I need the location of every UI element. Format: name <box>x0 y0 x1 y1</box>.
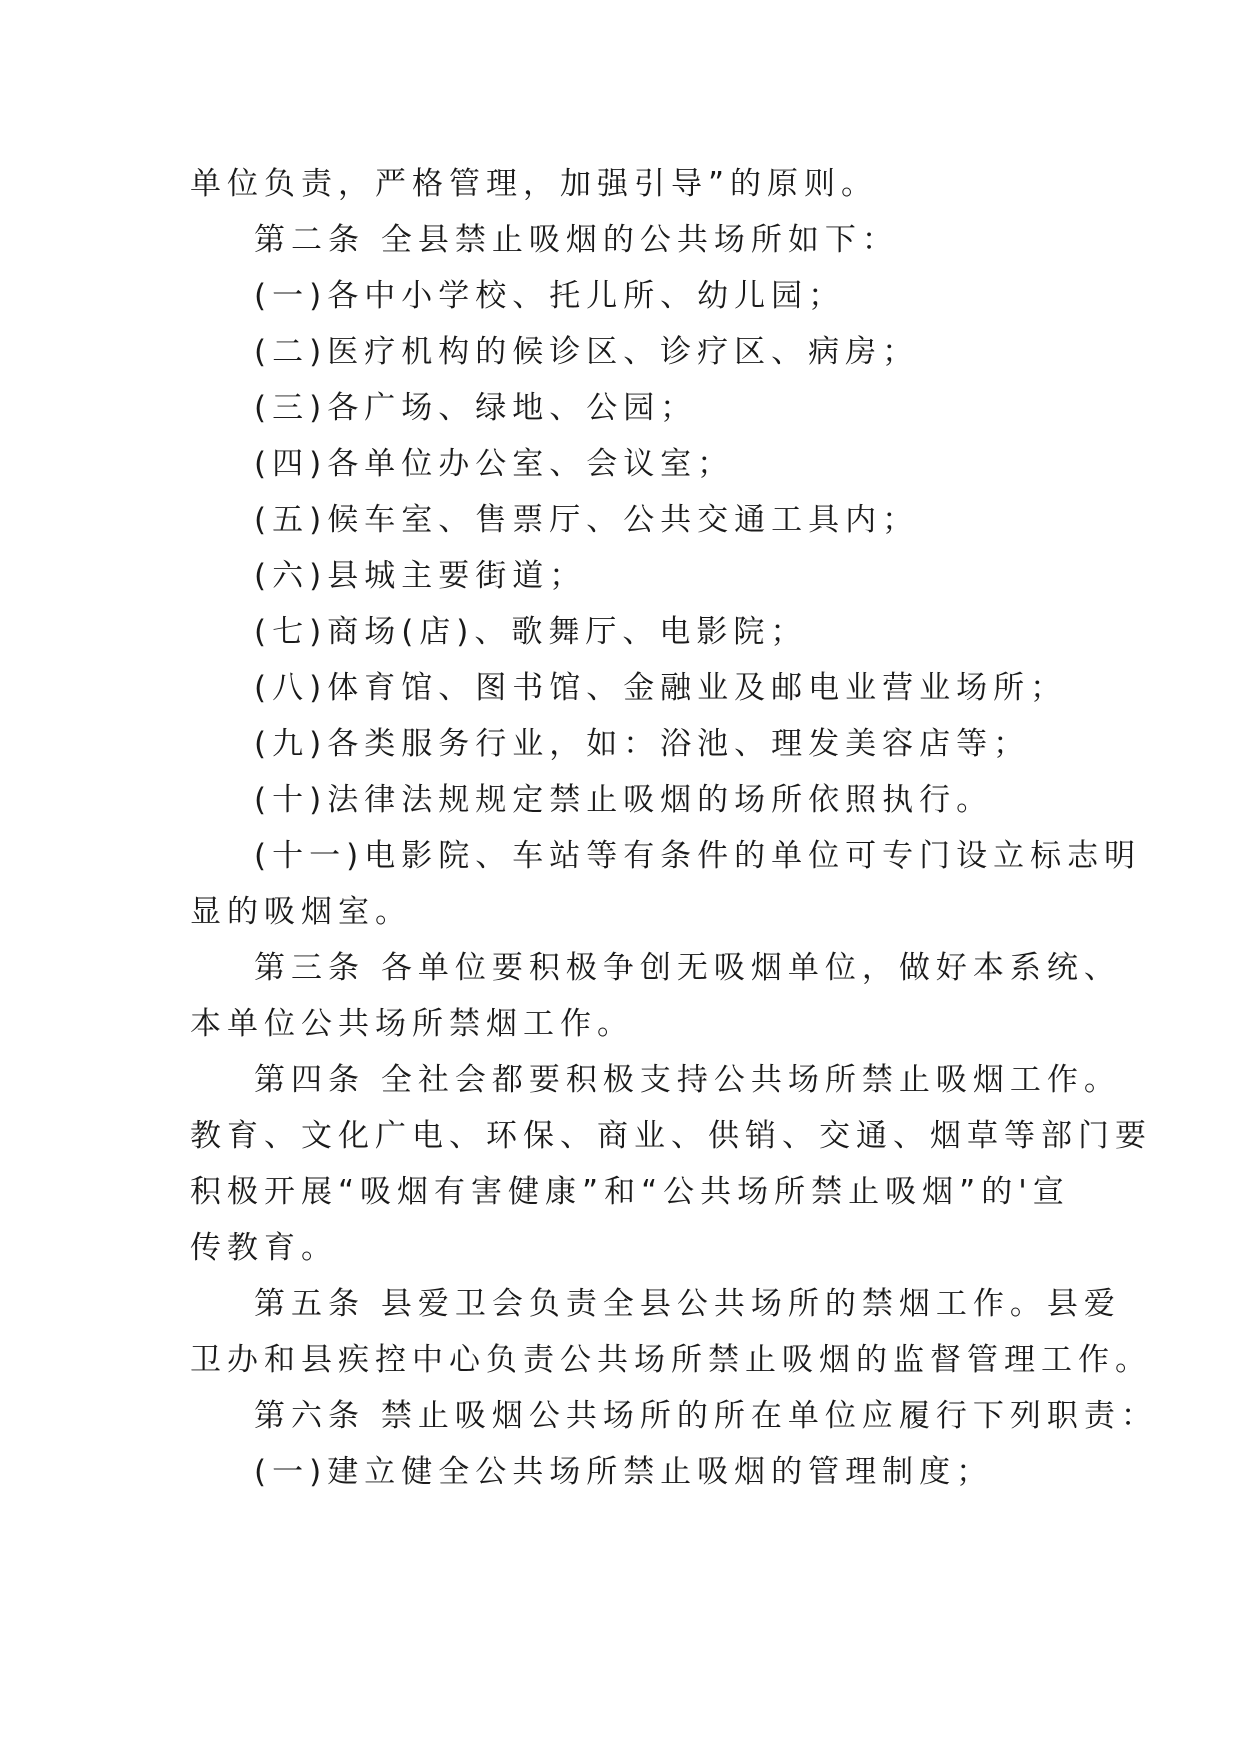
text-line: (七)商场(店)、歌舞厅、电影院； <box>254 614 808 650</box>
text-line: (五)候车室、售票厅、公共交通工具内； <box>254 502 920 538</box>
text-line: 第三条 各单位要积极争创无吸烟单位，做好本系统、 <box>254 950 1121 986</box>
text-line: (一)各中小学校、托儿所、幼儿园； <box>254 278 846 314</box>
text-line: 传教育。 <box>190 1230 338 1266</box>
text-line: 第六条 禁止吸烟公共场所的所在单位应履行下列职责： <box>254 1398 1158 1434</box>
document-body <box>190 156 1158 1500</box>
text-line: 教育、文化广电、环保、商业、供销、交通、烟草等部门要 <box>190 1118 1152 1154</box>
text-line: 本单位公共场所禁烟工作。 <box>190 1006 634 1042</box>
text-line: 单位负责，严格管理，加强引导”的原则。 <box>190 166 879 202</box>
text-line: (三)各广场、绿地、公园； <box>254 390 698 426</box>
text-line: (十)法律法规规定禁止吸烟的场所依照执行。 <box>254 782 994 818</box>
text-line: (二)医疗机构的候诊区、诊疗区、病房； <box>254 334 920 370</box>
text-line: (一)建立健全公共场所禁止吸烟的管理制度； <box>254 1454 994 1490</box>
text-line: (十一)电影院、车站等有条件的单位可专门设立标志明 <box>254 838 1142 874</box>
text-line: 积极开展“吸烟有害健康”和“公共场所禁止吸烟”的'宣 <box>190 1174 1070 1210</box>
text-line: 第五条 县爱卫会负责全县公共场所的禁烟工作。县爱 <box>254 1286 1121 1322</box>
text-line: 显的吸烟室。 <box>190 894 412 930</box>
text-line: (六)县城主要街道； <box>254 558 587 594</box>
text-line: (八)体育馆、图书馆、金融业及邮电业营业场所； <box>254 670 1068 706</box>
text-line: (四)各单位办公室、会议室； <box>254 446 735 482</box>
text-line: (九)各类服务行业，如：浴池、理发美容店等； <box>254 726 1031 762</box>
text-line: 卫办和县疾控中心负责公共场所禁止吸烟的监督管理工作。 <box>190 1342 1152 1378</box>
text-line: 第四条 全社会都要积极支持公共场所禁止吸烟工作。 <box>254 1062 1121 1098</box>
text-line: 第二条 全县禁止吸烟的公共场所如下： <box>254 222 899 258</box>
